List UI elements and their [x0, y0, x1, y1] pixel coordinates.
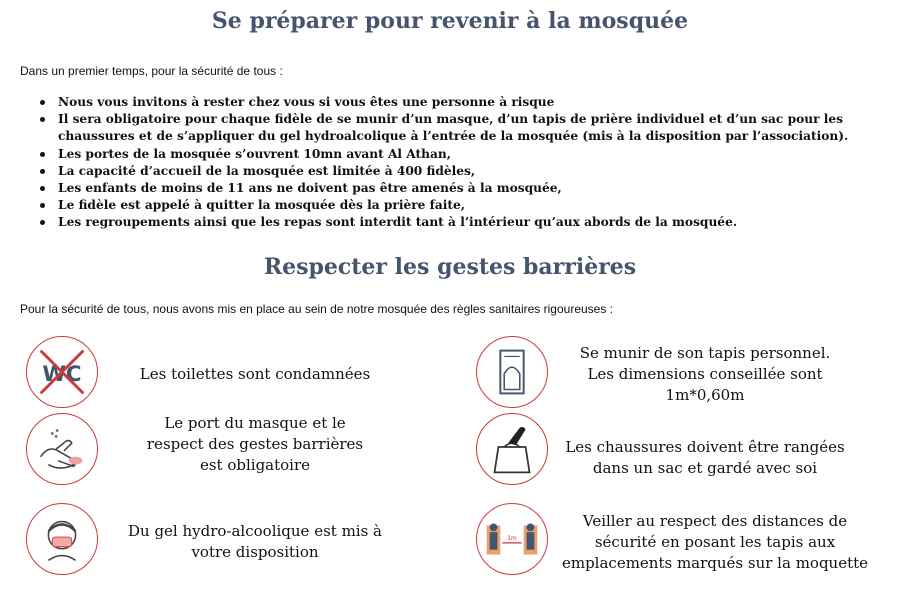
measure-text-mask: Le port du masque et le respect des gestes barrières est obligatoire [146, 414, 364, 474]
page-title: Se préparer pour revenir à la mosquée [211, 8, 689, 34]
rules-list [20, 94, 880, 232]
section-intro-text: Pour la sécurité de tous, nous avons mis en place au sein de notre mosquée des règles sanitaires rigoureuses : [20, 302, 614, 316]
mask-face-icon [26, 503, 98, 575]
intro-text: Dans un premier temps, pour la sécurité de tous : [20, 64, 283, 78]
measure-text-shoes: Les chaussures doivent être rangées dans un sac et gardé avec soi [565, 438, 845, 477]
measure-text-gel: Du gel hydro-alcoolique est mis à votre disposition [127, 522, 382, 561]
rule-item: Il sera obligatoire pour chaque fidèle de se munir d’un masque, d’un tapis de prière individuel et d’un sac pour les chaussures et de s’appliquer du gel hydroalcolique à l’entrée de la mosquée (mis à la disposition par l’association). [20, 111, 880, 145]
wc-label: WC [42, 361, 82, 387]
prayer-rug-icon [476, 336, 548, 408]
rule-item: Nous vous invitons à rester chez vous si vous êtes une personne à risque [20, 94, 880, 111]
measure-text-toilets: Les toilettes sont condamnées [139, 365, 371, 383]
rule-item: Les enfants de moins de 11 ans ne doivent pas être amenés à la mosquée, [20, 180, 880, 197]
rule-item: Le fidèle est appelé à quitter la mosquée dès la prière faite, [20, 197, 880, 214]
wc-closed-icon [26, 336, 98, 408]
shoe-bag-icon [476, 413, 548, 485]
measure-text-distance: Veiller au respect des distances de sécurité en posant les tapis aux emplacements marqués sur la moquette [561, 512, 869, 572]
distance-icon [476, 503, 548, 575]
rule-item: Les regroupements ainsi que les repas sont interdit tant à l’intérieur qu’aux abords de la mosquée. [20, 214, 880, 231]
rule-item: Les portes de la mosquée s’ouvrent 10mn avant Al Athan, [20, 146, 880, 163]
rule-item: La capacité d’accueil de la mosquée est limitée à 400 fidèles, [20, 163, 880, 180]
section-title: Respecter les gestes barrières [263, 254, 637, 280]
distance-label: 1m [507, 535, 517, 542]
hand-wash-icon [26, 413, 98, 485]
measure-text-rug: Se munir de son tapis personnel. Les dimensions conseillée sont 1m*0,60m [579, 344, 831, 404]
